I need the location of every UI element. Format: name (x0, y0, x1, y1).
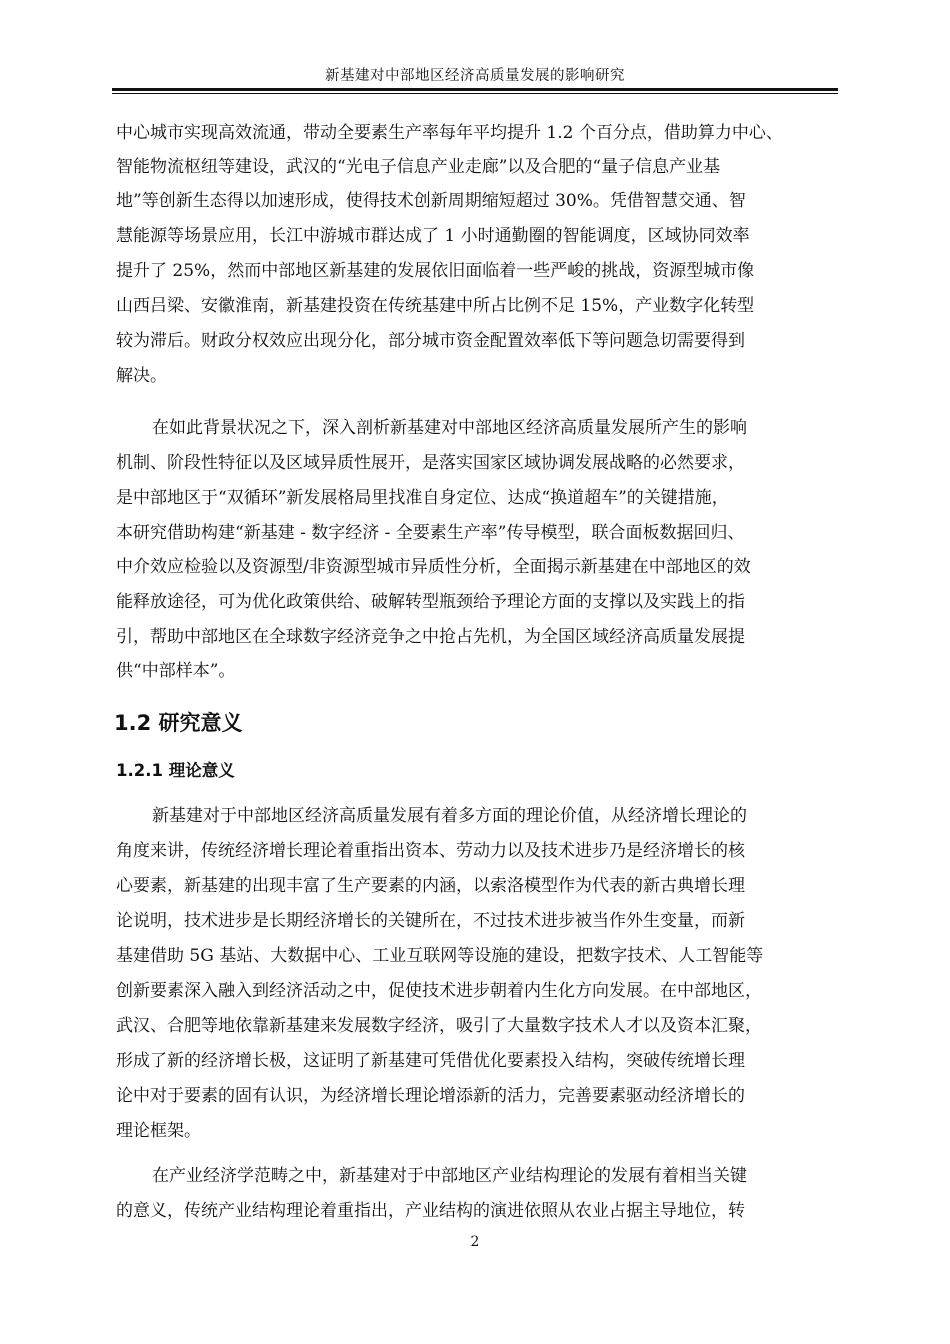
text-line: 地”等创新生态得以加速形成，使得技术创新周期缩短超过 30%。凭借智慧交通、智 (116, 191, 746, 211)
header-title: 新基建对中部地区经济高质量发展的影响研究 (325, 68, 625, 84)
text-line: 在如此背景状况之下，深入剖析新基建对中部地区经济高质量发展所产生的影响 (152, 418, 747, 438)
text-line: 慧能源等场景应用，长江中游城市群达成了 1 小时通勤圈的智能调度，区域协同效率 (116, 226, 750, 246)
text-line: 中心城市实现高效流通，带动全要素生产率每年平均提升 1.2 个百分点，借助算力中心、 (116, 123, 783, 143)
page-number: 2 (470, 1234, 480, 1250)
text-line: 论中对于要素的固有认识，为经济增长理论增添新的活力，完善要素驱动经济增长的 (116, 1086, 745, 1106)
text-line: 能释放途径，可为优化政策供给、破解转型瓶颈给予理论方面的支撑以及实践上的指 (116, 592, 745, 612)
text-line: 创新要素深入融入到经济活动之中，促使技术进步朝着内生化方向发展。在中部地区， (116, 981, 762, 1001)
text-line: 在产业经济学范畴之中，新基建对于中部地区产业结构理论的发展有着相当关键 (152, 1166, 747, 1186)
header-rule-thick (112, 88, 838, 91)
header-rule-thin (112, 93, 838, 94)
text-line: 本研究借助构建“新基建 - 数字经济 - 全要素生产率”传导模型，联合面板数据回归、 (116, 523, 745, 543)
text-line: 理论框架。 (116, 1121, 201, 1141)
text-line: 智能物流枢纽等建设，武汉的“光电子信息产业走廊”以及合肥的“量子信息产业基 (116, 157, 721, 177)
text-line: 解决。 (116, 366, 167, 386)
section-heading: 1.2 研究意义 (114, 711, 243, 735)
text-line: 角度来讲，传统经济增长理论着重指出资本、劳动力以及技术进步乃是经济增长的核 (116, 841, 745, 861)
text-line: 供“中部样本”。 (116, 661, 236, 681)
text-line: 形成了新的经济增长极，这证明了新基建可凭借优化要素投入结构，突破传统增长理 (116, 1051, 745, 1071)
text-line: 心要素，新基建的出现丰富了生产要素的内涵，以索洛模型作为代表的新古典增长理 (116, 876, 745, 896)
subsection-heading: 1.2.1 理论意义 (116, 761, 235, 780)
text-line: 的意义，传统产业结构理论着重指出，产业结构的演进依照从农业占据主导地位，转 (116, 1201, 745, 1221)
text-line: 引，帮助中部地区在全球数字经济竞争之中抢占先机，为全国区域经济高质量发展提 (116, 627, 745, 647)
text-line: 山西吕梁、安徽淮南，新基建投资在传统基建中所占比例不足 15%，产业数字化转型 (116, 296, 755, 316)
text-line: 新基建对于中部地区经济高质量发展有着多方面的理论价值，从经济增长理论的 (152, 806, 747, 826)
text-line: 是中部地区于“双循环”新发展格局里找准自身定位、达成“换道超车”的关键措施， (116, 488, 729, 508)
text-line: 机制、阶段性特征以及区域异质性展开，是落实国家区域协调发展战略的必然要求， (116, 453, 745, 473)
text-line: 基建借助 5G 基站、大数据中心、工业互联网等设施的建设，把数字技术、人工智能等 (116, 946, 764, 966)
text-line: 提升了 25%，然而中部地区新基建的发展依旧面临着一些严峻的挑战，资源型城市像 (116, 261, 755, 281)
text-line: 较为滞后。财政分权效应出现分化，部分城市资金配置效率低下等问题急切需要得到 (116, 331, 745, 351)
text-line: 论说明，技术进步是长期经济增长的关键所在，不过技术进步被当作外生变量，而新 (116, 911, 745, 931)
text-line: 武汉、合肥等地依靠新基建来发展数字经济，吸引了大量数字技术人才以及资本汇聚， (116, 1016, 762, 1036)
text-line: 中介效应检验以及资源型/非资源型城市异质性分析，全面揭示新基建在中部地区的效 (116, 557, 751, 577)
